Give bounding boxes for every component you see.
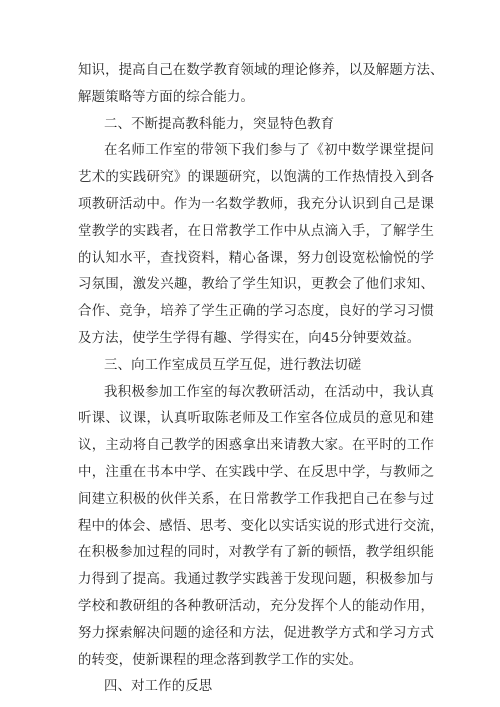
text-line: 的认知水平，查找资料，精心备课，努力创设宽松愉悦的学	[78, 250, 434, 266]
text-line: 听课、议课，认真听取陈老师及工作室各位成员的意见和建	[78, 411, 434, 427]
text-line: 知识，提高自己在数学教育领域的理论修养，以及解题方法、	[78, 63, 444, 78]
text-line: 及方法，使学生学得有趣、学得实在，向45分钟要效益。	[78, 330, 421, 346]
text-line: 学校和教研组的各种教研活动，充分发挥个人的能动作用，	[78, 598, 434, 614]
text-line: 合作、竞争，培养了学生正确的学习态度，良好的学习习惯	[78, 304, 434, 320]
text-line: 力得到了提高。我通过教学实践善于发现问题，积极参加与	[78, 572, 434, 588]
section-heading: 三、向工作室成员互学互促，进行教法切磋	[104, 357, 362, 373]
document-page	[78, 58, 444, 701]
text-line: 项教研活动中。作为一名数学教师，我充分认识到自己是课	[78, 196, 434, 212]
text-line: 程中的体会、感悟、思考、变化以实话实说的形式进行交流，	[78, 518, 444, 534]
text-line: 我积极参加工作室的每次教研活动，在活动中，我认真	[104, 384, 434, 400]
text-line: 在积极参加过程的同时，对教学有了新的顿悟，教学组织能	[78, 545, 434, 561]
text-line: 艺术的实践研究》的课题研究，以饱满的工作热情投入到各	[78, 170, 434, 186]
text-line: 议，主动将自己教学的困惑拿出来请教大家。在平时的工作	[78, 438, 434, 454]
text-line: 在名师工作室的带领下我们参与了《初中数学课堂提问	[104, 143, 434, 159]
text-line: 堂教学的实践者，在日常教学工作中从点滴入手，了解学生	[78, 223, 434, 239]
text-line: 努力探索解决问题的途径和方法，促进教学方式和学习方式	[78, 625, 434, 641]
text-line: 间建立积极的伙伴关系，在日常教学工作我把自己在参与过	[78, 491, 434, 507]
text-line: 解题策略等方面的综合能力。	[78, 89, 255, 105]
text-line: 习氛围，激发兴趣，教给了学生知识，更教会了他们求知、	[78, 277, 434, 293]
section-heading: 二、不断提高教科能力，突显特色教育	[104, 116, 335, 132]
text-line: 的转变，使新课程的理念落到教学工作的实处。	[78, 652, 363, 668]
section-heading: 四、对工作的反思	[104, 679, 213, 695]
text-line: 中，注重在书本中学、在实践中学、在反思中学，与教师之	[78, 464, 434, 480]
